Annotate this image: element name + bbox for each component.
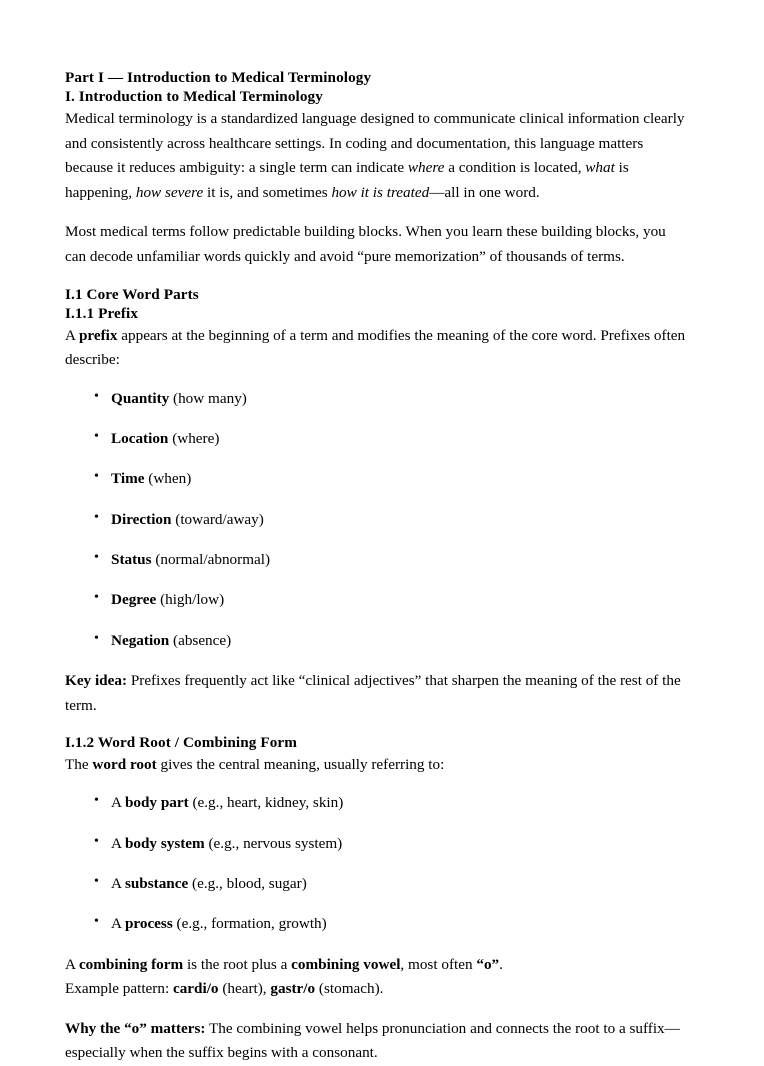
word-root-text-2: gives the central meaning, usually referring to: [156, 755, 445, 773]
word-root-list [65, 791, 686, 936]
list-item-term: Status [111, 551, 152, 569]
example-pattern-text-1: Example pattern: [65, 980, 173, 998]
intro-text-1: Medical terminology is a standardized language designed to communicate clinical information clearly and consistently across healthcare settings. In coding and documentation, this language matters because it reduces ambiguity: a single term can indicate [65, 109, 685, 177]
list-item-detail: (high/low) [156, 591, 225, 609]
combining-form-bold-2: combining vowel [291, 955, 401, 973]
list-item [65, 791, 686, 815]
intro-emphasis-how-treated: how it is treated [331, 183, 430, 201]
why-o-matters-text: The combining vowel helps pronunciation and connects the root to a suffix—especially when the suffix begins with a consonant. [65, 1019, 680, 1062]
list-item-detail: (e.g., formation, growth) [172, 915, 327, 933]
key-idea-paragraph [65, 669, 686, 718]
list-item-detail: (how many) [169, 389, 247, 407]
list-item-detail: (e.g., nervous system) [204, 834, 343, 852]
combining-form-bold-1: combining form [78, 955, 184, 973]
list-item-prefix: A [111, 834, 125, 852]
intro-emphasis-where: where [407, 159, 445, 177]
prefix-heading: I.1.1 Prefix [65, 305, 139, 323]
list-item-term: Quantity [111, 389, 170, 407]
intro-text-3: is happening, [65, 159, 629, 201]
why-o-matters-label: Why the “o” matters: [65, 1019, 206, 1037]
combining-form-paragraph [65, 953, 686, 1002]
intro-emphasis-how-severe: how severe [135, 183, 204, 201]
why-o-matters-paragraph [65, 1017, 686, 1066]
list-item [65, 629, 686, 653]
document-body [65, 68, 686, 1066]
list-item-detail: (where) [168, 430, 220, 448]
example-pattern-text-3: (stomach). [315, 980, 384, 998]
list-item [65, 508, 686, 532]
list-item-detail: (e.g., blood, sugar) [188, 874, 307, 892]
building-blocks-paragraph: Most medical terms follow predictable building blocks. When you learn these building blocks, you can decode unfamiliar words quickly and avoid “pure memorization” of thousands of terms. [65, 223, 666, 266]
word-root-text-1: The [65, 755, 93, 773]
list-item-detail: (when) [144, 470, 192, 488]
prefix-paragraph [65, 324, 686, 373]
word-root-list-block [65, 791, 686, 936]
list-item-detail: (normal/abnormal) [151, 551, 271, 569]
list-item-term: Location [111, 430, 169, 448]
word-root-term-bold: word root [92, 755, 157, 773]
prefix-term-bold: prefix [78, 326, 118, 344]
combining-form-text-4: . [499, 955, 503, 973]
intro-text-2: a condition is located, [444, 159, 586, 177]
combining-form-bold-3: “o” [476, 955, 500, 973]
example-pattern-cardio: cardi/o [172, 980, 219, 998]
prefix-text-1: A [65, 326, 79, 344]
word-root-heading: I.1.2 Word Root / Combining Form [65, 734, 298, 752]
list-item [65, 467, 686, 491]
key-idea-label: Key idea: [65, 672, 128, 689]
prefix-list [65, 387, 686, 653]
list-item-term: Time [111, 470, 145, 488]
list-item-detail: (absence) [169, 631, 232, 649]
intro-emphasis-what: what [585, 159, 615, 177]
combining-form-text-3: , most often [400, 955, 477, 973]
list-item-detail: (toward/away) [171, 510, 264, 528]
prefix-list-block [65, 387, 686, 653]
combining-form-text-1: A [65, 955, 79, 973]
list-item-prefix: A [111, 915, 125, 933]
list-item-term: process [124, 915, 173, 933]
intro-paragraph [65, 107, 686, 206]
intro-text-5: —all in one word. [429, 183, 540, 201]
list-item [65, 872, 686, 896]
list-item [65, 832, 686, 856]
list-item [65, 387, 686, 411]
word-root-paragraph [65, 753, 686, 778]
part-title: Part I — Introduction to Medical Terminology [65, 69, 372, 86]
list-item-prefix: A [111, 794, 125, 812]
list-item-term: body system [124, 834, 205, 852]
example-pattern-text-2: (heart), [218, 980, 271, 998]
list-item-term: substance [124, 874, 189, 892]
combining-form-text-2: is the root plus a [183, 955, 292, 973]
key-idea-text: Prefixes frequently act like “clinical adjectives” that sharpen the meaning of the rest of the term. [65, 672, 681, 714]
list-item [65, 427, 686, 451]
list-item-term: body part [124, 794, 189, 812]
list-item-term: Direction [111, 510, 172, 528]
core-word-parts-heading: I.1 Core Word Parts [65, 285, 199, 303]
prefix-text-2: appears at the beginning of a term and modifies the meaning of the core word. Prefixes often describe: [65, 326, 686, 369]
list-item-detail: (e.g., heart, kidney, skin) [188, 794, 344, 812]
list-item [65, 548, 686, 572]
intro-text-4: it is, and sometimes [203, 183, 332, 201]
section-title: I. Introduction to Medical Terminology [65, 88, 323, 106]
list-item-term: Degree [111, 591, 157, 609]
list-item-prefix: A [111, 874, 125, 892]
list-item [65, 912, 686, 936]
combining-form-line-2 [65, 977, 686, 1002]
list-item [65, 588, 686, 612]
combining-form-line-1 [65, 953, 686, 978]
list-item-term: Negation [111, 631, 170, 649]
example-pattern-gastro: gastr/o [270, 980, 316, 998]
